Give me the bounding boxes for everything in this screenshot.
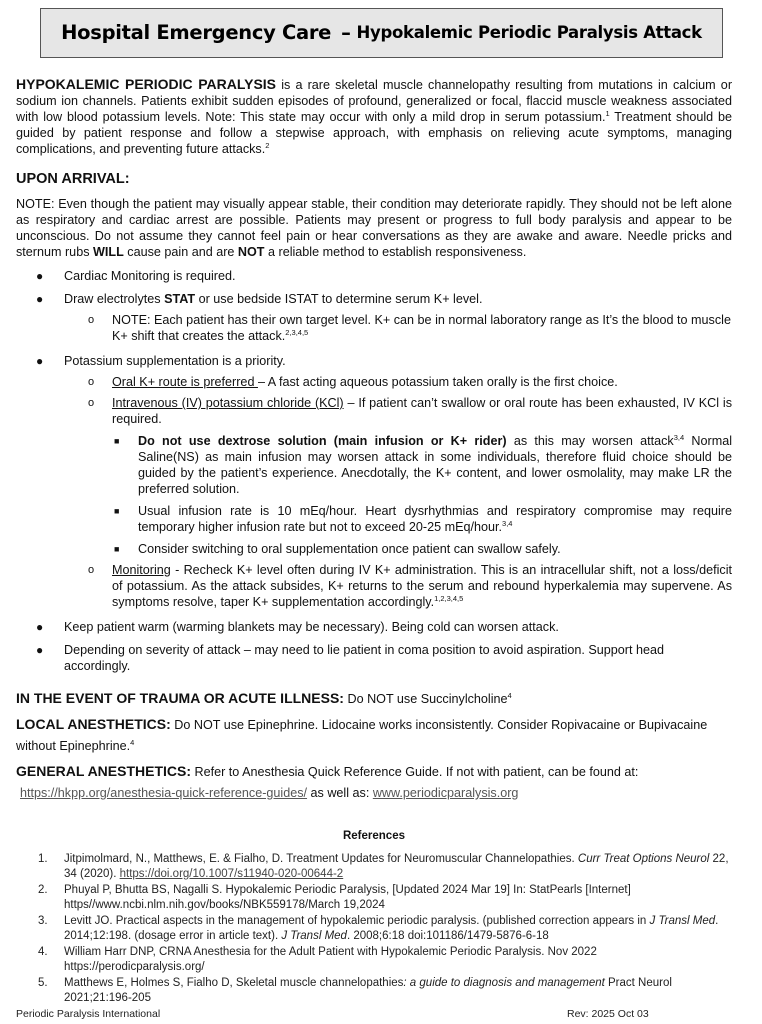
references-heading: References [342, 830, 405, 842]
circle-bullet-icon: o [88, 397, 95, 409]
intro-paragraph [16, 76, 732, 157]
reference-text: Phuyal P, Bhutta BS, Nagalli S. Hypokalemic Periodic Paralysis, [Updated 2024 Mar 19] In: StatPearls [Internet] https//www.ncbi.nlm.nih.gov/books/NBK559178/March 19,2024 [64, 884, 631, 911]
bullet-icon: ● [36, 354, 44, 368]
intro-text: Treatment should be guided by patient response and follow a stepwise approach, with emphasis on relieving acute symptoms, managing complications, and preventing future attacks. [16, 110, 733, 156]
anesthesia-guide-link[interactable]: https://hkpp.org/anesthesia-quick-reference-guides/ [20, 786, 308, 800]
anesthesia-warnings [16, 688, 732, 804]
warning-text: Do NOT use Succinylcholine [343, 692, 508, 706]
list-item [16, 353, 732, 369]
circle-bullet-icon: o [88, 376, 95, 388]
doi-link[interactable]: https://doi.org/10.1007/s11940-020-00644-2 [119, 867, 344, 880]
reference-text: William Harr DNP, CRNA Anesthesia for the Adult Patient with Hypokalemic Periodic Paralysis. Nov 2022 https://perodicparalysis.org/ [64, 946, 597, 973]
journal-name: J Transl Med [281, 929, 347, 942]
sub-sub-list-item [16, 541, 732, 557]
warning-text: as well as: [307, 786, 373, 800]
reference-text: Levitt JO. Practical aspects in the management of hypokalemic periodic paralysis. (published correction appears in [64, 915, 650, 927]
intro-heading: HYPOKALEMIC PERIODIC PARALYSIS [16, 76, 277, 92]
sub-list-item [16, 562, 732, 610]
reference-text: 22, 34 (2020). [64, 853, 729, 880]
list-item-text: Usual infusion rate is 10 mEq/hour. Heart dysrhythmias and respiratory compromise may require temporary higher infusion rate but not to exceed 20-25 mEq/hour. [138, 504, 732, 534]
reference-number: 5. [38, 977, 48, 989]
list-item [16, 291, 732, 307]
citation: 4 [130, 737, 135, 747]
reference-number: 2. [38, 884, 48, 896]
bullet-icon: ● [36, 292, 44, 306]
reference-number: 1. [38, 853, 48, 865]
note-emphasis: NOT [237, 245, 265, 259]
reference-text: Pract Neurol 2021;21:196-205 [64, 977, 672, 1004]
list-item-text: Keep patient warm (warming blankets may be necessary). Being cold can worsen attack. [64, 620, 559, 634]
list-item-text: Depending on severity of attack – may need to lie patient in coma position to avoid aspiration. Support head accordingly. [64, 643, 664, 673]
sub-list-item [16, 374, 732, 390]
citation: 2,3,4,5 [285, 327, 309, 337]
list-item-text: Normal Saline(NS) as main infusion may worsen attack in some individuals, therefore fluid choice should be guided by the patient’s experience. Anecdotally, the K+ content, and lower osmolality, may make LR the preferred solution. [138, 434, 732, 496]
note-text: a reliable method to establish responsiveness. [264, 245, 527, 259]
list-item-text: Potassium supplementation is a priority. [64, 354, 286, 368]
reference-text: Jitpimolmard, N., Matthews, E. & Fialho, D. Treatment Updates for Neuromuscular Channelopathies. [64, 853, 578, 865]
citation: 3,4 [673, 432, 685, 442]
underlined-text: Oral K+ route is preferred [112, 375, 258, 389]
periodic-paralysis-link[interactable]: www.periodicparalysis.org [372, 786, 519, 800]
warning-heading: LOCAL ANESTHETICS: [16, 716, 171, 732]
arrival-list [16, 268, 732, 674]
list-item [16, 268, 732, 284]
list-item-text: NOTE: Each patient has their own target level. K+ can be in normal laboratory range as It’s the blood to muscle K+ shift that creates the attack. [112, 313, 731, 343]
citation: 1,2,3,4,5 [434, 593, 464, 603]
page-title: Hospital Emergency Care [61, 21, 332, 44]
bullet-icon: ● [36, 620, 44, 634]
square-bullet-icon: ■ [114, 506, 120, 516]
title-banner [40, 8, 723, 58]
sub-sub-list-item [16, 433, 732, 497]
circle-bullet-icon: o [88, 564, 95, 576]
journal-name: : a guide to diagnosis and management [403, 977, 605, 989]
bullet-icon: ● [36, 643, 44, 657]
reference-text: . 2014;12:198. (dosage error in article text). [64, 915, 719, 942]
section-heading-arrival: UPON ARRIVAL: [16, 171, 130, 187]
journal-name: J Transl Med [649, 915, 716, 927]
trauma-warning [16, 688, 732, 710]
intro-text: is a rare skeletal muscle channelopathy resulting from mutations in calcium or sodium ion channels. Patients exhibit sudden episodes of profound, generalized or focal, flaccid muscle weakness associated with low blood potassium levels. Note: This state may occur with only a mild drop in serum potassium. [16, 78, 733, 124]
warning-heading: GENERAL ANESTHETICS: [16, 763, 192, 779]
sub-sub-list-item [16, 503, 732, 535]
references-list [16, 852, 732, 1005]
list-item [16, 619, 732, 635]
list-item-text: as this may worsen attack [506, 434, 674, 448]
note-text: cause pain and are [123, 245, 238, 259]
footer-organization: Periodic Paralysis International [16, 1008, 161, 1020]
citation: 3,4 [502, 518, 513, 528]
sub-list-item [16, 312, 732, 344]
journal-name: Curr Treat Options Neurol [577, 853, 710, 865]
reference-text: . 2008;6:18 doi:101186/1479-5876-6-18 [346, 929, 549, 942]
sub-list-item [16, 395, 732, 427]
square-bullet-icon: ■ [114, 436, 120, 446]
list-item-text: – If patient can’t swallow or oral route has been exhausted, IV KCl is required. [112, 396, 732, 426]
citation: 1 [605, 108, 610, 118]
warning-text: Refer to Anesthesia Quick Reference Guide. If not with patient, can be found at: [191, 765, 639, 779]
list-item [16, 642, 732, 674]
reference-number: 3. [38, 915, 48, 927]
list-item-text: Consider switching to oral supplementation once patient can swallow safely. [138, 542, 561, 556]
page-subtitle: Hypokalemic Periodic Paralysis Attack [356, 23, 702, 42]
arrival-note [16, 196, 732, 260]
reference-item [16, 945, 732, 974]
emphasis-text: STAT [164, 292, 196, 306]
reference-number: 4. [38, 946, 48, 958]
title-dash: – [341, 21, 351, 44]
underlined-text: Monitoring [112, 563, 171, 577]
circle-bullet-icon: o [88, 314, 95, 326]
citation: 2 [265, 140, 270, 150]
reference-text: Matthews E, Holmes S, Fialho D, Skeletal muscle channelopathies [64, 977, 404, 989]
reference-item [16, 852, 732, 881]
general-anesthetics-warning [16, 761, 732, 804]
note-text: NOTE: Even though the patient may visually appear stable, their condition may deteriorate rapidly. They should not be left alone as respiratory and cardiac arrest are possible. Patients may present or progress to full body paralysis and appear to be unconscious. Do not assume they cannot feel pain or hear conversations as they are awake and aware. Needle pricks and sternum rubs [16, 197, 732, 259]
list-item-text: or use bedside ISTAT to determine serum K+ level. [195, 292, 483, 306]
emphasis-text: Do not use dextrose solution (main infusion or K+ rider) [138, 434, 507, 448]
citation: 4 [507, 690, 512, 700]
list-item-text: - Recheck K+ level often during IV K+ administration. This is an intracellular shift, not a loss/deficit of potassium. As the attack subsides, K+ returns to the serum and rebound hyperkalemia may supervene. As symptoms resolve, taper K+ supplementation accordingly. [112, 563, 732, 609]
square-bullet-icon: ■ [114, 544, 120, 554]
bullet-icon: ● [36, 269, 44, 283]
note-emphasis: WILL [93, 245, 124, 259]
reference-item [16, 883, 732, 912]
warning-text: Do NOT use Epinephrine. Lidocaine works inconsistently. Consider Ropivacaine or Bupivacaine without Epinephrine. [16, 718, 708, 753]
local-anesthetics-warning [16, 714, 732, 757]
underlined-text: Intravenous (IV) potassium chloride (KCl) [112, 396, 344, 410]
reference-item [16, 914, 732, 943]
list-item-text: Cardiac Monitoring is required. [64, 269, 236, 283]
document-body [16, 76, 732, 1007]
footer-revision: Rev: 2025 Oct 03 [567, 1008, 649, 1020]
reference-item [16, 976, 732, 1005]
list-item-text: Draw electrolytes [64, 292, 165, 306]
list-item-text: – A fast acting aqueous potassium taken orally is the first choice. [257, 375, 618, 389]
warning-heading: IN THE EVENT OF TRAUMA OR ACUTE ILLNESS: [16, 690, 344, 706]
